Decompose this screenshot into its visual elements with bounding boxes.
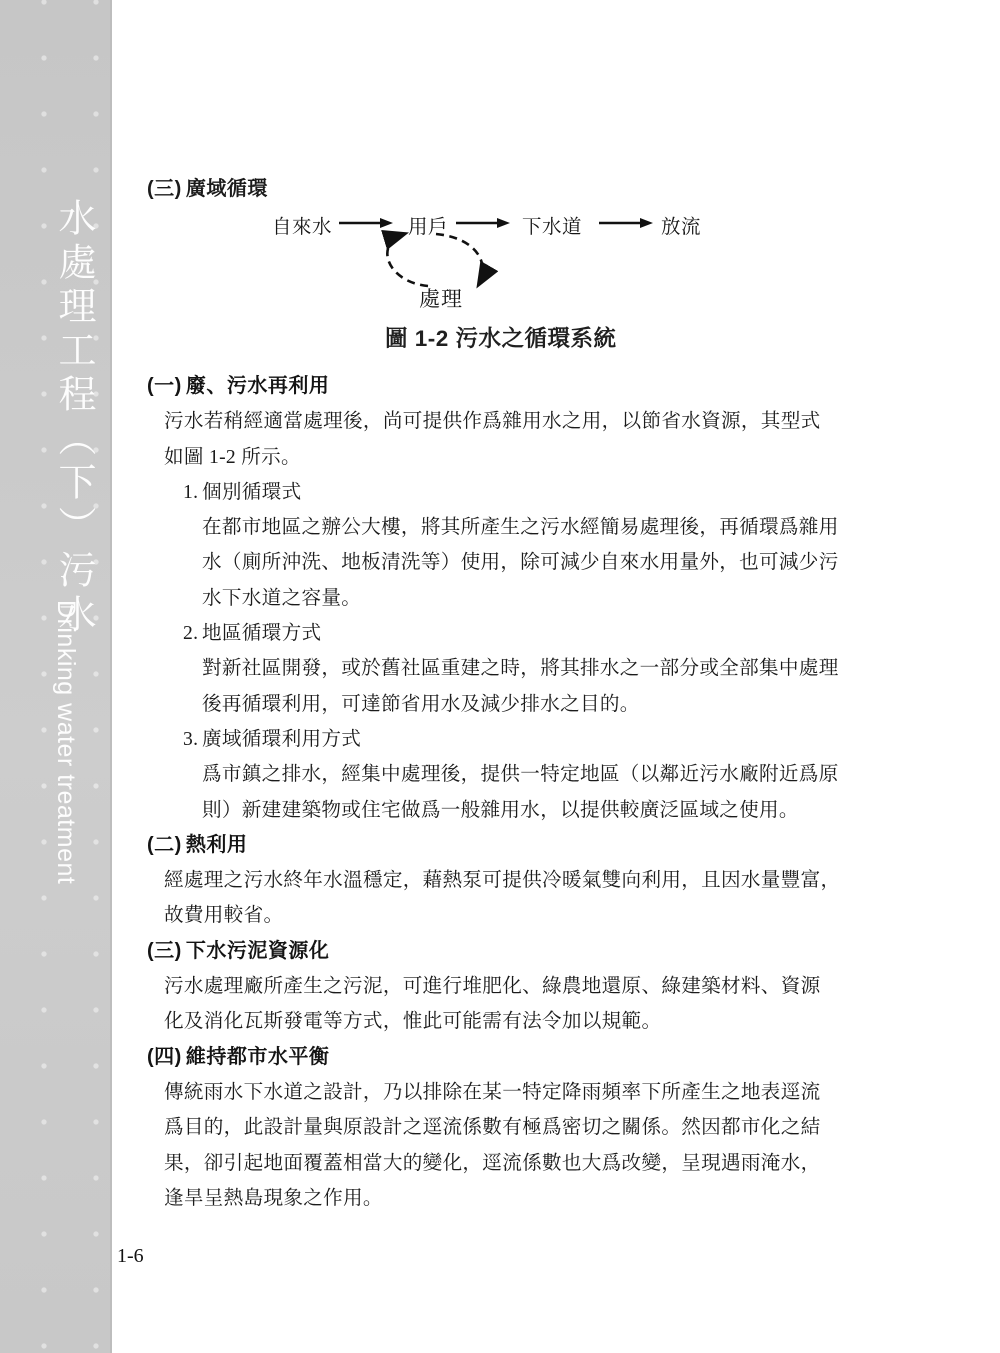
section-title: 廢、污水再利用 bbox=[185, 375, 330, 397]
sidebar-book-subtitle: Drinking water treatment bbox=[52, 600, 80, 885]
flow-node-sewer: 下水道 bbox=[522, 217, 583, 238]
page-number: 1-6 bbox=[117, 1245, 144, 1267]
paragraph-line: 污水處理廠所產生之污泥，可進行堆肥化、綠農地還原、綠建築材料、資源 bbox=[164, 976, 821, 998]
list-item-heading bbox=[0, 722, 1000, 757]
section-heading bbox=[0, 1040, 1000, 1075]
section-title: 維持都市水平衡 bbox=[185, 1045, 330, 1068]
section-label: (一) bbox=[147, 375, 182, 397]
paragraph-line: 如圖 1-2 所示。 bbox=[164, 446, 301, 468]
cycle-arrow-icon bbox=[372, 229, 498, 291]
flow-node-tap-water: 自來水 bbox=[272, 217, 333, 238]
list-item-title: 個別循環式 bbox=[202, 481, 302, 503]
flow-node-treatment: 處理 bbox=[419, 287, 463, 311]
paragraph-line: 化及消化瓦斯發電等方式，惟此可能需有法令加以規範。 bbox=[164, 1011, 662, 1033]
list-item-heading bbox=[0, 616, 1000, 651]
section-title: 廣域循環 bbox=[185, 178, 268, 200]
list-item-title: 廣域循環利用方式 bbox=[202, 728, 362, 750]
list-item-number: 2. bbox=[183, 623, 199, 645]
list-item-line: 則）新建建築物或住宅做爲一般雜用水，以提供較廣泛區域之使用。 bbox=[202, 799, 799, 821]
paragraph-line: 逢旱呈熱島現象之作用。 bbox=[164, 1187, 383, 1209]
sidebar-book-title: 水處理工程（下）污水 bbox=[52, 198, 94, 638]
list-item-number: 1. bbox=[183, 481, 199, 503]
section-heading bbox=[0, 828, 1000, 863]
list-item-line: 對新社區開發，或於舊社區重建之時，將其排水之一部分或全部集中處理 bbox=[202, 658, 839, 680]
list-item-title: 地區循環方式 bbox=[202, 623, 322, 645]
paragraph-line: 爲目的，此設計量與原設計之逕流係數有極爲密切之關係。然因都市化之結 bbox=[164, 1117, 821, 1139]
flow-node-discharge: 放流 bbox=[661, 217, 702, 238]
figure-section-heading bbox=[147, 172, 268, 201]
flow-node-user: 用戶 bbox=[408, 217, 449, 238]
paragraph-line: 傳統雨水下水道之設計，乃以排除在某一特定降雨頻率下所產生之地表逕流 bbox=[164, 1081, 821, 1103]
paragraph-line: 經處理之污水終年水溫穩定，藉熱泵可提供冷暖氣雙向利用，且因水量豐富， bbox=[164, 870, 841, 892]
list-item-line: 後再循環利用，可達節省用水及減少排水之目的。 bbox=[202, 693, 640, 715]
list-item-line: 水（廁所沖洗、地板清洗等）使用，除可減少自來水用量外，也可減少污 bbox=[202, 552, 839, 574]
list-item-line: 爲市鎮之排水，經集中處理後，提供一特定地區（以鄰近污水廠附近爲原 bbox=[202, 764, 839, 786]
arrow-right-icon bbox=[599, 216, 653, 230]
list-item-line: 水下水道之容量。 bbox=[202, 587, 362, 609]
section-label: (三) bbox=[147, 939, 182, 962]
section-heading bbox=[0, 369, 1000, 404]
list-item-heading bbox=[0, 475, 1000, 510]
section-label: (二) bbox=[147, 833, 182, 856]
list-item-number: 3. bbox=[183, 728, 199, 750]
arrow-right-icon bbox=[456, 216, 510, 230]
section-title: 熱利用 bbox=[185, 833, 248, 856]
figure-caption: 圖 1-2 污水之循環系統 bbox=[385, 326, 617, 351]
paragraph-line: 污水若稍經適當處理後，尚可提供作爲雜用水之用，以節省水資源，其型式 bbox=[164, 411, 821, 433]
section-title: 下水污泥資源化 bbox=[185, 939, 330, 962]
arrow-right-icon bbox=[339, 216, 393, 230]
section-label: (四) bbox=[147, 1045, 182, 1068]
paragraph-line: 故費用較省。 bbox=[164, 905, 284, 927]
body-text bbox=[0, 369, 1000, 1216]
section-label: (三) bbox=[147, 178, 182, 200]
paragraph-line: 果，卻引起地面覆蓋相當大的變化，逕流係數也大爲改變，呈現遇雨淹水， bbox=[164, 1152, 821, 1174]
list-item-line: 在都市地區之辦公大樓，將其所產生之污水經簡易處理後，再循環爲雜用 bbox=[202, 517, 839, 539]
section-heading bbox=[0, 934, 1000, 969]
